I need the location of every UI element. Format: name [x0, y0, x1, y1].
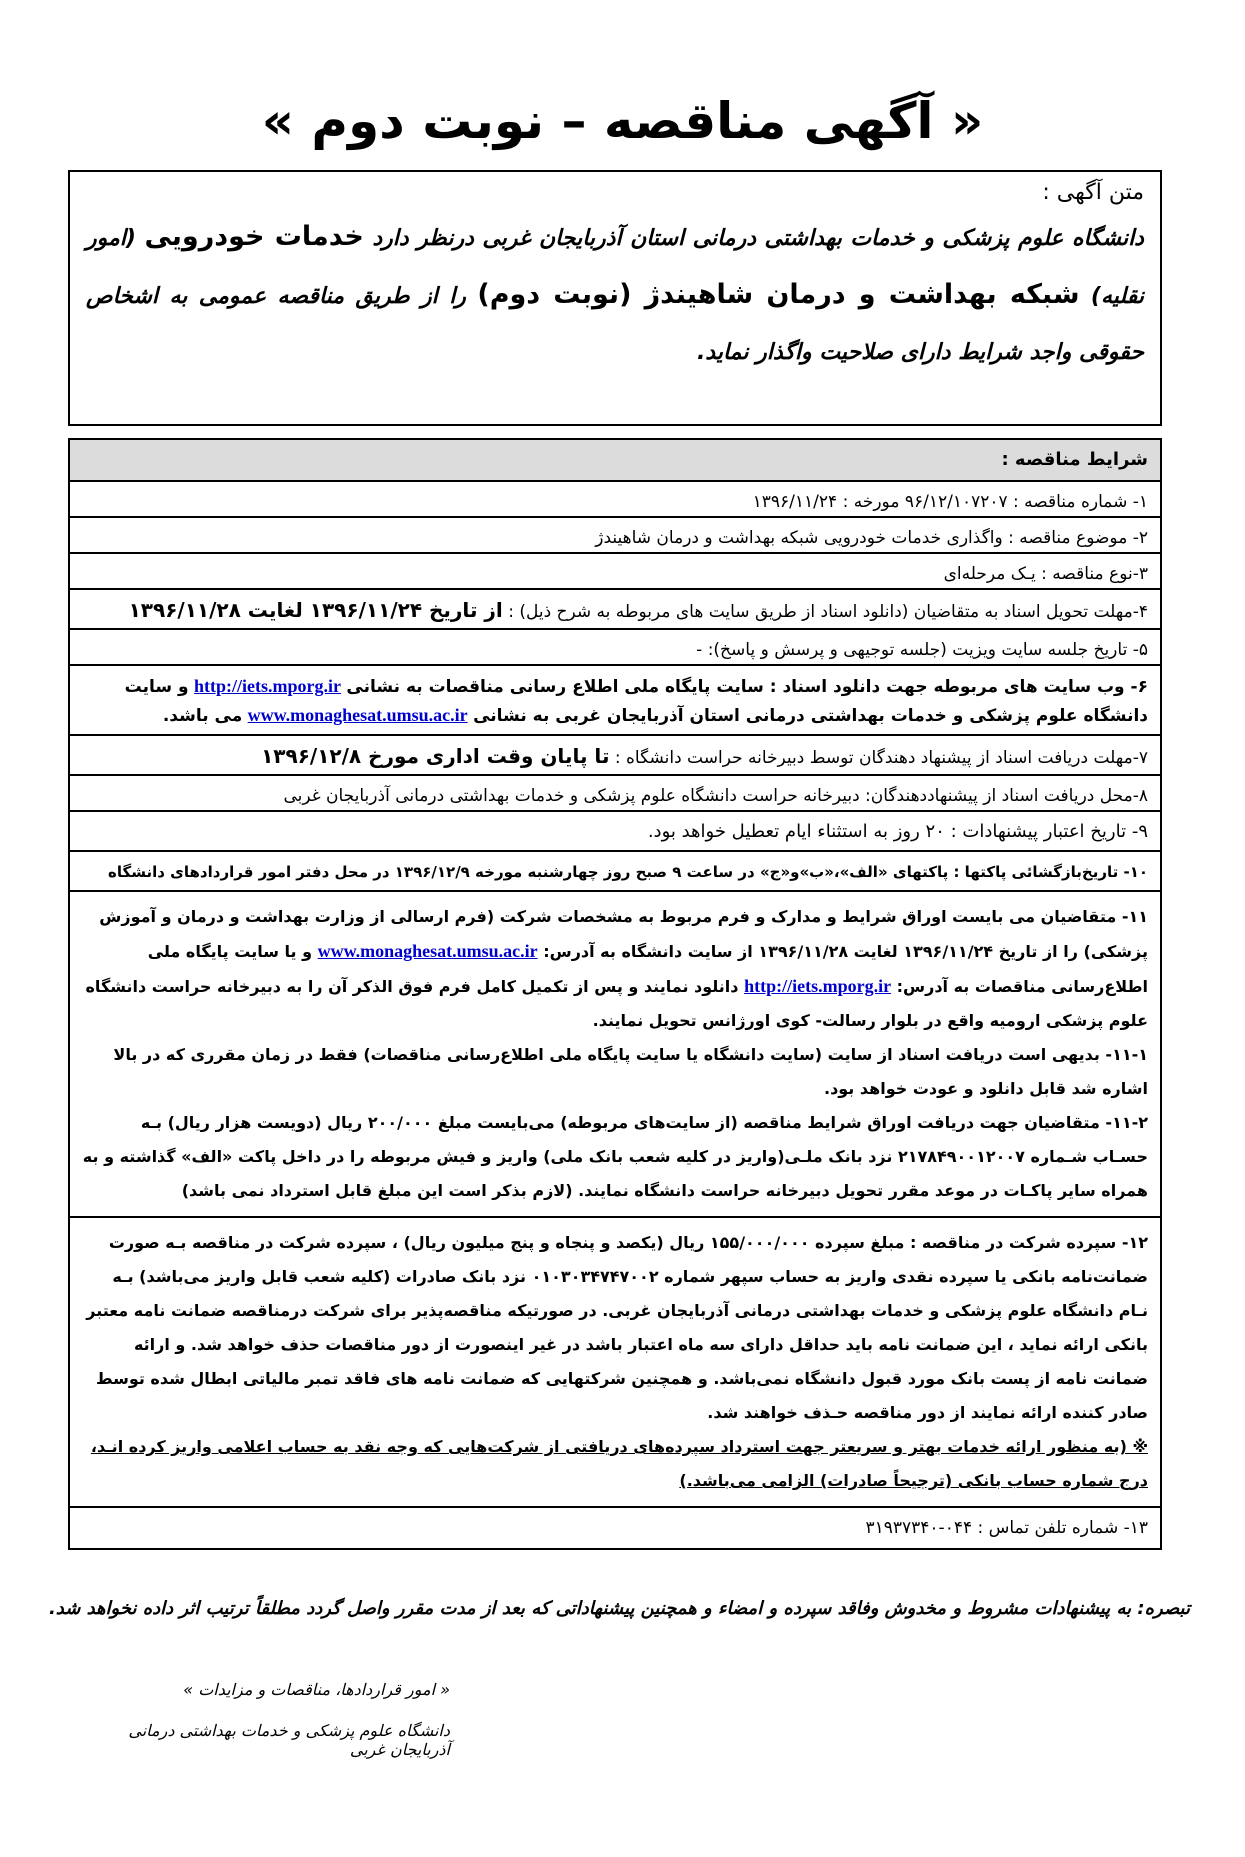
condition-13: ۱۳- شماره تلفن تماس : ۰۴۴-۳۱۹۳۷۳۴۰ [865, 1518, 1148, 1538]
condition-8: ۸-محل دریافت اسناد از پیشنهاددهندگان: دبیرخانه حراست دانشگاه علوم پزشکی و خدمات بهداشتی درمانی آذربایجان غربی [70, 776, 1160, 812]
condition-12-note: ※ (به منظور ارائه خدمات بهتر و سریعتر جهت استرداد سپرده‌های دریافتی از شرکت‌هایی که وجه نقد به حساب اعلامی واریز کرده انـد، درج شماره حساب بانکی (ترجیحاً صادرات) الزامی می‌باشد.) [90, 1437, 1148, 1490]
signature-block [90, 1680, 450, 1781]
condition-11-iets-link[interactable]: http://iets.mporg.ir [744, 976, 892, 996]
condition-11 [70, 892, 1160, 1218]
condition-11-monaghesat-link[interactable]: www.monaghesat.umsu.ac.ir [317, 941, 538, 961]
signature-line-1: « امور قراردادها، مناقصات و مزایدات » [183, 1680, 450, 1699]
condition-11-1: ۱۱-۱- بدیهی است دریافت اسناد از سایت (سایت دانشگاه یا سایت پایگاه ملی اطلاع‌رسانی مناقصات) فقط در زمان مقرری که در بالا اشاره شد قابل دانلود و عودت خواهد بود. [113, 1045, 1148, 1098]
condition-12 [70, 1218, 1160, 1508]
intro-p2-bold: شبکه بهداشت و درمان شاهیندژ (نوبت دوم) [477, 279, 1080, 310]
conditions-table [68, 438, 1162, 1550]
monaghesat-link[interactable]: www.monaghesat.umsu.ac.ir [247, 705, 468, 725]
conditions-header: شرایط مناقصه : [70, 440, 1160, 482]
notice-title: « آگهی مناقصه – نوبت دوم » [261, 92, 984, 150]
condition-2: ۲- موضوع مناقصه : واگذاری خدمات خودرویی شبکه بهداشت و درمان شاهیندژ [70, 518, 1160, 554]
signature-line-2: دانشگاه علوم پزشکی و خدمات بهداشتی درمانی آذربایجان غربی [128, 1721, 450, 1759]
condition-1: ۱- شماره مناقصه : ۹۶/۱۲/۱۰۷۲۰۷ مورخه : ۱۳۹۶/۱۱/۲۴ [70, 482, 1160, 518]
intro-text [86, 209, 1144, 381]
condition-4 [70, 590, 1160, 630]
footnote: تبصره: به پیشنهادات مشروط و مخدوش وفاقد سپرده و امضاء و همچنین پیشنهاداتی که بعد از مدت مقرر واصل گردد مطلقاً ترتیب اثر داده نخواهد شد. [48, 1598, 1190, 1619]
condition-5: ۵- تاریخ جلسه سایت ویزیت (جلسه توجیهی و پرسش و پاسخ): - [70, 630, 1160, 666]
condition-6 [70, 666, 1160, 736]
condition-6-text-c: می باشد. [162, 706, 243, 726]
condition-9: ۹- تاریخ اعتبار پیشنهادات : ۲۰ روز به استثناء ایام تعطیل خواهد بود. [70, 812, 1160, 852]
condition-7-text: ۷-مهلت دریافت اسناد از پیشنهاد دهندگان توسط دبیرخانه حراست دانشگاه : [614, 748, 1148, 768]
condition-11-text-b: و یا سایت پایگاه ملی اطلاع‌رسانی مناقصات به آدرس: [147, 942, 1148, 996]
condition-6-text-a: ۶- وب سایت های مربوطه جهت دانلود اسناد : سایت پایگاه ملی اطلاع رسانی مناقصات به نشانی [346, 677, 1148, 697]
intro-p2: را از طریق مناقصه عمومی به اشخاص حقوقی واجد شرایط دارای صلاحیت واگذار نماید. [86, 284, 1144, 365]
condition-6-text-b: و سایت دانشگاه علوم پزشکی و خدمات بهداشتی درمانی استان آذربایجان غربی به نشانی [124, 677, 1148, 726]
intro-p1: دانشگاه علوم پزشکی و خدمات بهداشتی درمانی استان آذربایجان غربی درنظر دارد [372, 226, 1144, 251]
condition-11-text-c: دانلود نمایند و پس از تکمیل کامل فرم فوق الذکر آن را به دبیرخانه حراست دانشگاه علوم پزشکی ارومیه واقع در بلوار رسالت- کوی اورژانس تحویل نمایند. [85, 977, 1148, 1030]
condition-10: ۱۰- تاریخ‌بازگشائی پاکتها : پاکتهای «الف»،«ب»و«ج» در ساعت ۹ صبح روز چهارشنبه مورخه ۱۳۹۶/۱۲/۹ در محل دفتر امور قراردادهای دانشگاه [70, 852, 1160, 892]
condition-7 [70, 736, 1160, 776]
condition-11-2: ۱۱-۲- متقاضیان جهت دریافت اوراق شرایط مناقصه (از سایت‌های مربوطه) می‌بایست مبلغ ۲۰۰/۰۰۰ ریال (دویست هزار ریال) بـه حسـاب شـماره ۲۱۷۸۴۹۰۰۱۲۰۰۷ نزد بانک ملـی(واریز در کلیه شعب بانک ملی) واریز و فیش مربوطه را در داخل پاکت «الف» گذاشته و به همراه سایر پاکـات در موعد مقرر تحویل دبیرخانه حراست دانشگاه نمایند. (لازم بذکر است این مبلغ قابل استرداد نمی باشد) [82, 1113, 1148, 1200]
condition-3: ۳-نوع مناقصه : یـک مرحله‌ای [70, 554, 1160, 590]
condition-4-text: ۴-مهلت تحویل اسناد به متقاضیان (دانلود اسناد از طریق سایت های مربوطه به شرح ذیل) : [508, 602, 1148, 622]
intro-label: متن آگهی : [1042, 180, 1144, 205]
condition-7-deadline: تا پایان وقت اداری مورخ ۱۳۹۶/۱۲/۸ [261, 744, 610, 768]
intro-box [68, 170, 1162, 426]
intro-p1-bold: خدمات خودرویی [144, 221, 364, 252]
intro-p1-tail: (امور نقلیه) [86, 226, 1144, 309]
condition-12-text: ۱۲- سپرده شرکت در مناقصه : مبلغ سپرده ۱۵۵/۰۰۰/۰۰۰ ریال (یکصد و پنجاه و پنج میلیون ریال) ، سپرده شرکت در مناقصه بـه صورت ضمانت‌نامه بانکی یا سپرده نقدی واریز به حساب سپهر شماره ۰۱۰۳۰۳۴۷۴۷۰۰۲ نزد بانک صادرات (کلیه شعب قابل واریز می‌باشد) بـه نـام دانشگاه علوم پزشکی و خدمات بهداشتی درمانی آذربایجان غربی. در صورتیکه مناقصه‌پذیر برای شرکت درمناقصه ضمانت نامه معتبر بانکی ارائه نماید ، این ضمانت نامه باید حداقل دارای سه ماه اعتبار باشد در غیر اینصورت از دور مناقصات حذف خواهد شد. و ارائه ضمانت نامه از پست بانک مورد قبول دانشگاه نمی‌باشد. و همچنین شرکتهایی که ضمانت نامه های فاقد تمبر مالیاتی ابطال شده توسط صادر کننده ارائه نمایند از دور مناقصه حـذف خواهند شد. [86, 1233, 1148, 1422]
condition-4-dates: از تاریخ ۱۳۹۶/۱۱/۲۴ لغایت ۱۳۹۶/۱۱/۲۸ [128, 598, 503, 622]
condition-11-text: ۱۱- متقاضیان می بایست اوراق شرایط و مدارک و فرم مربوط به مشخصات شرکت (فرم ارسالی از وزارت بهداشت و درمان و آموزش پزشکی) را از تاریخ ۱۳۹۶/۱۱/۲۴ لغایت ۱۳۹۶/۱۱/۲۸ از سایت دانشگاه به آدرس: [99, 907, 1148, 961]
iets-link[interactable]: http://iets.mporg.ir [194, 676, 342, 696]
